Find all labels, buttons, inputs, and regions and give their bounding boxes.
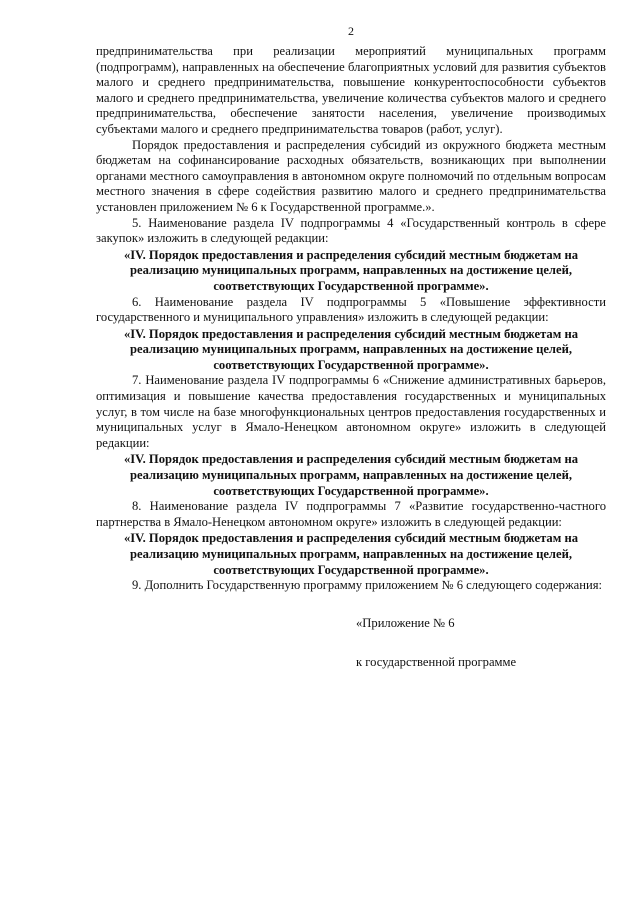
paragraph-item-6: 6. Наименование раздела IV подпрограммы 5 «Повышение эффективности государственного и муниципального управления» изложить в следующей редакции: <box>96 294 606 325</box>
paragraph-subsidy-procedure: Порядок предоставления и распределения субсидий из окружного бюджета местным бюджетам на софинансирование расходных обязательств, возникающих при выполнении органами местного самоуправления в автономном округе полномочий по отдельным вопросам местного значения в сфере содействия развитию малого и среднего предпринимательства установлен приложением № 6 к Государственной программе.». <box>96 137 606 214</box>
section-title-item-8: «IV. Порядок предоставления и распределения субсидий местным бюджетам на реализацию муниципальных программ, направленных на достижение целей, соответствующих Государственной программе». <box>123 531 579 577</box>
paragraph-item-9: 9. Дополнить Государственную программу приложением № 6 следующего содержания: <box>132 578 603 593</box>
appendix-subtitle: к государственной программе <box>356 655 517 670</box>
appendix-title: «Приложение № 6 <box>356 615 455 630</box>
page-number: 2 <box>348 24 354 38</box>
paragraph-continuation: предпринимательства при реализации мероприятий муниципальных программ (подпрограмм), направленных на обеспечение благоприятных условий для развития субъектов малого и среднего предпринимательства, повышение конкурентоспособности субъектов малого и среднего предпринимательства, увеличение количества субъектов малого и среднего предпринимательства, обеспечение занятости населения, увеличение производимых субъектами малого и среднего предпринимательства товаров (работ, услуг). <box>96 44 606 136</box>
section-title-item-5: «IV. Порядок предоставления и распределения субсидий местным бюджетам на реализацию муниципальных программ, направленных на достижение целей, соответствующих Государственной программе». <box>123 247 579 293</box>
paragraph-item-5: 5. Наименование раздела IV подпрограммы 4 «Государственный контроль в сфере закупок» изложить в следующей редакции: <box>96 215 606 246</box>
section-title-item-7: «IV. Порядок предоставления и распределения субсидий местным бюджетам на реализацию муниципальных программ, направленных на достижение целей, соответствующих Государственной программе». <box>123 452 579 498</box>
paragraph-item-8: 8. Наименование раздела IV подпрограммы 7 «Развитие государственно-частного партнерства в Ямало-Ненецком автономном округе» изложить в следующей редакции: <box>96 499 606 529</box>
paragraph-item-7: 7. Наименование раздела IV подпрограммы 6 «Снижение административных барьеров, оптимизация и повышение качества предоставления государственных и муниципальных услуг, в том числе на базе многофункциональных центров предоставления государственных и муниципальных услуг в Ямало-Ненецком автономном округе» изложить в следующей редакции: <box>96 373 606 450</box>
section-title-item-6: «IV. Порядок предоставления и распределения субсидий местным бюджетам на реализацию муниципальных программ, направленных на достижение целей, соответствующих Государственной программе». <box>123 326 579 372</box>
document-page <box>96 24 606 671</box>
